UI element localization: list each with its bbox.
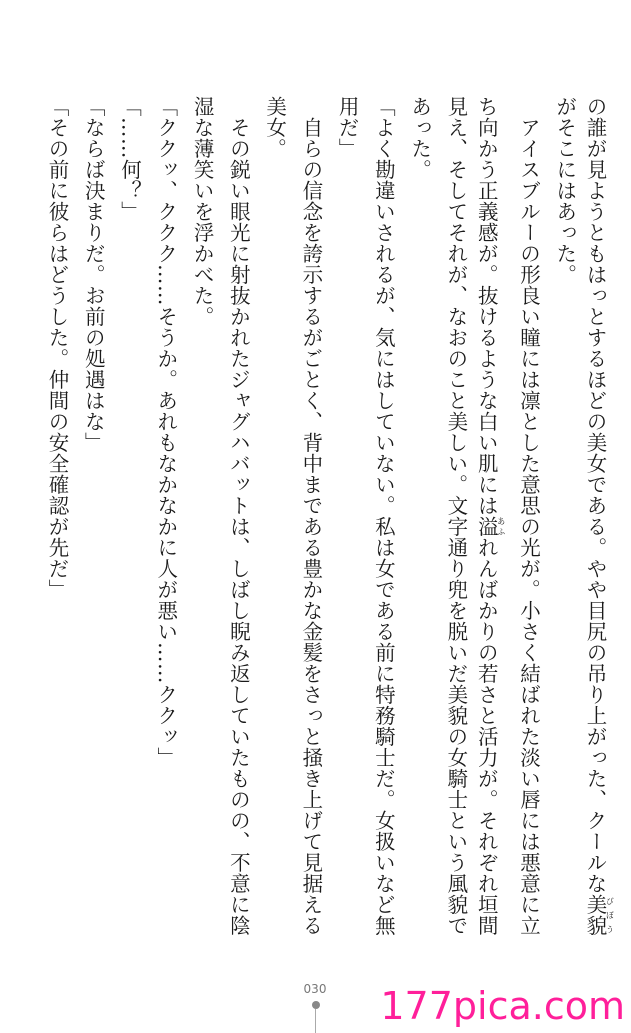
text-segment: れんばかりの若さと活力が。それぞれ垣間 xyxy=(474,537,499,936)
text-column xyxy=(298,96,324,956)
text-column xyxy=(582,96,615,956)
text-segment: 美女。 xyxy=(262,96,287,159)
ruby-base: 美貌 xyxy=(582,894,607,936)
text-column xyxy=(80,96,106,956)
page-number: 030 xyxy=(303,982,327,996)
text-column xyxy=(262,96,288,956)
text-segment: 「ならば決まりだ。お前の処遇はな」 xyxy=(81,96,106,453)
text-column xyxy=(370,96,396,956)
text-column xyxy=(117,96,143,956)
ruby-base: 溢 xyxy=(474,516,499,537)
watermark-logo: 177pica.com xyxy=(380,984,625,1028)
vertical-text-body xyxy=(44,96,614,956)
text-column xyxy=(189,96,215,956)
text-segment: の誰が見ようともはっとするほどの美女である。やや目尻の吊り上がった、クールな xyxy=(582,96,607,894)
text-segment: 「ククッ、ククク……そうか。あれもなかなかに人が悪い……ククッ」 xyxy=(153,96,178,768)
text-column xyxy=(443,96,469,956)
page-marker-line xyxy=(315,1009,316,1033)
ruby-reading: あふ xyxy=(496,516,506,537)
text-segment: ち向かう正義感が。抜けるような白い肌には xyxy=(474,96,499,516)
text-segment: あった。 xyxy=(407,96,432,180)
text-column xyxy=(474,96,506,956)
text-segment: 「……何？」 xyxy=(117,96,142,222)
page-marker-dot xyxy=(312,1001,320,1009)
ruby-annotation xyxy=(474,516,506,537)
text-column xyxy=(44,96,70,956)
text-segment: 湿な薄笑いを浮かべた。 xyxy=(190,96,215,327)
text-column xyxy=(552,96,578,956)
text-segment: 「よく勘違いされるが、気にはしていない。私は女である前に特務騎士だ。女扱いなど無 xyxy=(371,96,396,936)
text-segment: がそこにはあった。 xyxy=(552,96,577,285)
text-segment: アイスブルーの形良い瞳には凛とした意思の光が。小さく結ばれた淡い唇には悪意に立 xyxy=(516,96,541,936)
text-segment: 「その前に彼らはどうした。仲間の安全確認が先だ」 xyxy=(45,96,69,600)
text-segment: 用だ」 xyxy=(335,96,360,159)
text-column xyxy=(515,96,541,956)
text-column xyxy=(407,96,433,956)
text-segment: 自らの信念を誇示するがごとく、背中まである豊かな金髪をさっと掻き上げて見据える xyxy=(298,96,323,936)
text-column xyxy=(334,96,360,956)
ruby-reading: びぼう xyxy=(605,894,615,936)
text-segment: その鋭い眼光に射抜かれたジャグハバットは、しばし睨み返していたものの、不意に陰 xyxy=(226,96,251,936)
text-column xyxy=(225,96,251,956)
ruby-annotation xyxy=(582,894,615,936)
text-segment: 見え、そしてそれが、なおのこと美しい。文字通り兜を脱いだ美貌の女騎士という風貌で xyxy=(443,96,468,936)
text-column xyxy=(153,96,179,956)
